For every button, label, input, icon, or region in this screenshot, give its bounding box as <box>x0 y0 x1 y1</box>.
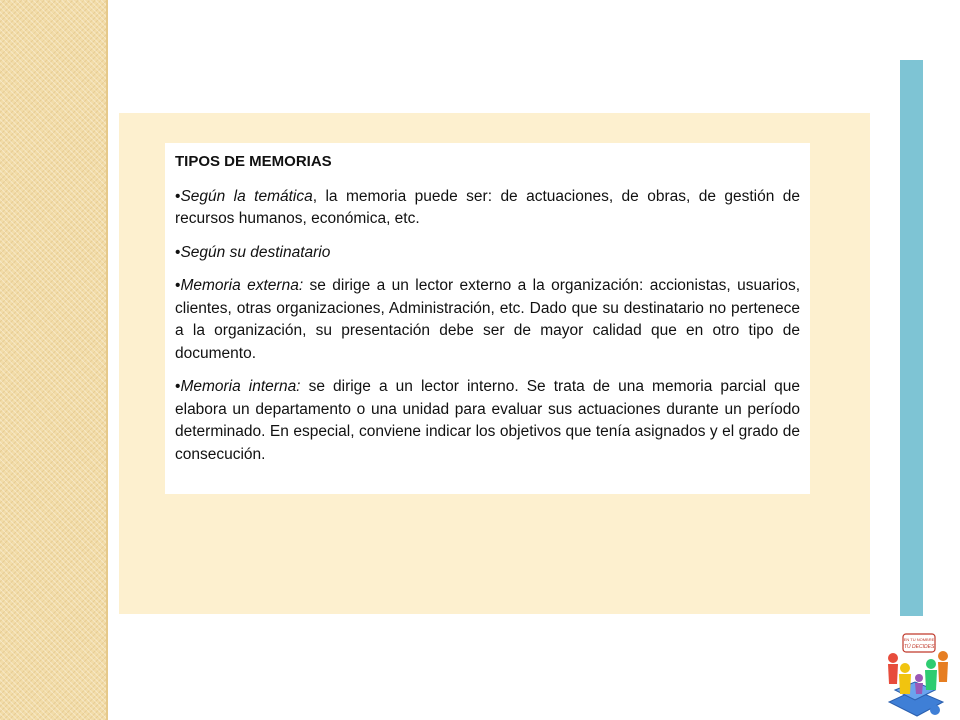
emphasis-destinatario: Según su destinatario <box>180 243 331 261</box>
side-strip-edge <box>106 0 108 720</box>
logo-text-line2: ¡TÚ DECIDES! <box>902 644 936 650</box>
decorative-side-strip <box>0 0 106 720</box>
text-box <box>165 143 810 494</box>
emphasis-tematica: Según la temática <box>180 187 313 205</box>
paragraph-memoria-interna-text: se dirige a un lector interno. Se trata de una memoria parcial que elabora un departamento o una unidad para evaluar sus actuaciones durante un período determinado. En especial, conviene indicar los objetivos que tenía asignados y el grado de consecución. <box>175 378 800 463</box>
paragraph-memoria-externa-text: se dirige a un lector externo a la organización: accionistas, usuarios, clientes, otras organizaciones, Administración, etc. Dado que su destinatario no pertenece a la organización, su presentación debe ser de mayor calidad que en otro tipo de documento. <box>175 277 800 362</box>
section-title: TIPOS DE MEMORIAS <box>175 153 332 170</box>
paragraph-tematica <box>175 186 800 231</box>
paragraph-memoria-interna <box>175 376 800 466</box>
emphasis-memoria-interna: Memoria interna: <box>180 378 301 395</box>
bullet: • <box>175 187 181 205</box>
paragraph-memoria-externa <box>175 275 800 365</box>
bullet: • <box>175 277 181 294</box>
logo-text-line1: EN TU NOMBRE <box>903 637 935 642</box>
paragraph-destinatario <box>175 242 800 265</box>
bullet: • <box>175 378 181 395</box>
accent-bar <box>900 60 923 616</box>
puzzle-people-logo <box>875 628 957 720</box>
paragraph-tematica-text: , la memoria puede ser: de actuaciones, de obras, de gestión de recursos humanos, económica, etc. <box>175 187 801 227</box>
emphasis-memoria-externa: Memoria externa: <box>180 277 304 294</box>
bullet: • <box>175 243 181 261</box>
